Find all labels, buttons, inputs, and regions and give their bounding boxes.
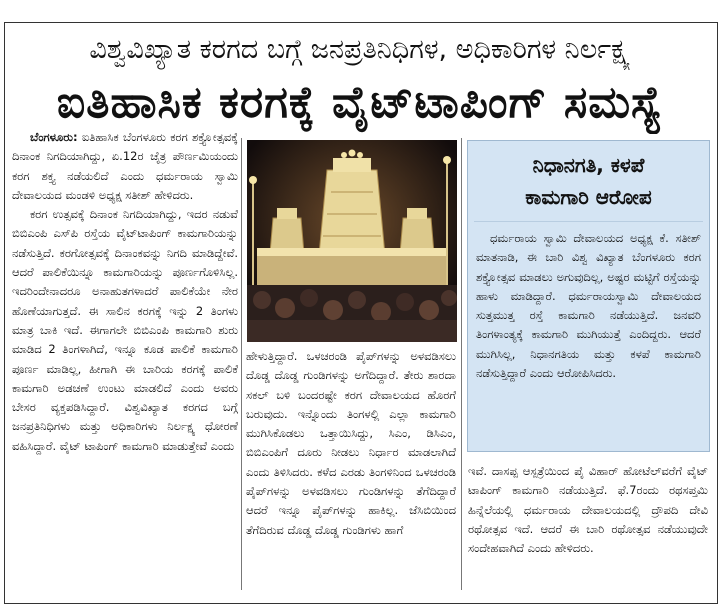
article-paragraph: ಹೇಳುತ್ತಿದ್ದಾರೆ. ಒಳಚರಂಡಿ ಪೈಪ್‌ಗಳನ್ನು ಅಳವಡಿಸಲು ದೊಡ್ಡ ದೊಡ್ಡ ಗುಂಡಿಗಳನ್ನು ಅಗೆದಿದ್ದಾರೆ. ತೇರು ಶಾರದಾ ಸಕಲ್ ಬಳಿ ಬಂದರಷ್ಟೇ ಕರಗ ದೇವಾಲಯದ ಹೊರಗೆ ಬರುವುದು. ಇನ್ನೊಂದು ತಿಂಗಳಲ್ಲಿ ಎಲ್ಲಾ ಕಾಮಗಾರಿ ಮುಗಿಸಿಕೊಡಲು ಒತ್ತಾಯಿಸಿದ್ದು, ಸಿಎಂ, ಡಿಸಿಎಂ, ಬಿಬಿಎಂಪಿಗೆ ದೂರು ನೀಡಲು ನಿರ್ಧಾರ ಮಾಡಲಾಗಿದೆ ಎಂದು ತಿಳಿಸಿದರು. ಕಳೆದ ಎರಡು ತಿಂಗಳಿನಿಂದ ಒಳಚರಂಡಿ ಪೈಪ್‌ಗಳನ್ನು ಅಳವಡಿಸಲು ಗುಂಡಿಗಳನ್ನು ತೆಗೆದಿದ್ದಾರೆ ಆದರೆ ಇನ್ನೂ ಪೈಪ್‌ಗಳನ್ನು ಹಾಕಿಲ್ಲ. ಜೆಸಿಬಿಯಿಂದ ತೆಗೆದಿರುವ ದೊಡ್ಡ ದೊಡ್ಡ ಗುಂಡಿಗಳು ಹಾಗೆ [246,349,456,537]
sidebar-box [467,140,710,452]
sidebar-title-line: ಕಾಮಗಾರಿ ಆರೋಪ [525,185,652,209]
karaga-temple-photo [247,140,457,342]
sidebar-title [468,149,709,213]
article-headline: ಐತಿಹಾಸಿಕ ಕರಗಕ್ಕೆ ವೈಟ್‌ಟಾಪಿಂಗ್ ಸಮಸ್ಯೆ [56,77,664,128]
dateline: ಬೆಂಗಳೂರು: [30,130,78,144]
article-column-1 [12,128,238,590]
sidebar-divider [474,221,703,222]
article-column-3 [468,462,708,590]
column-divider [241,138,242,590]
sidebar-body [476,229,701,447]
article-kicker: ವಿಶ್ವವಿಖ್ಯಾತ ಕರಗದ ಬಗ್ಗೆ ಜನಪ್ರತಿನಿಧಿಗಳ, ಅಧಿಕಾರಿಗಳ ನಿರ್ಲಕ್ಷ್ಯ [89,34,631,65]
paragraph-text: ಐತಿಹಾಸಿಕ ಬೆಂಗಳೂರು ಕರಗ ಶಕ್ತ್ಯೋತ್ಸವಕ್ಕೆ ದಿನಾಂಕ ನಿಗದಿಯಾಗಿದ್ದು, ಏ.12ರ ಚೈತ್ರ ಪೌರ್ಣಮಿಯಂದು ಕರಗ ಶಕ್ತ್ಯ ನಡೆಯಲಿದೆ ಎಂದು ಧರ್ಮರಾಯ ಸ್ವಾಮಿ ದೇವಾಲಯದ ಮಂಡಳಿ ಅಧ್ಯಕ್ಷ ಸತೀಶ್ ಹೇಳಿದರು. [12,130,238,202]
temple-illustration [247,140,457,342]
article-paragraph: ಕರಗ ಉತ್ಸವಕ್ಕೆ ದಿನಾಂಕ ನಿಗದಿಯಾಗಿದ್ದು, ಇದರ ನಡುವೆ ಬಿಬಿಎಂಪಿ ಎಸ್‌ಪಿ ರಸ್ತೆಯ ವೈಟ್‌ಟಾಪಿಂಗ್ ಕಾಮಗಾರಿಯನ್ನು ನಡೆಸುತ್ತಿದೆ. ಕರಗೋತ್ಸವಕ್ಕೆ ದಿನಾಂಕವನ್ನು ನಿಗದಿ ಮಾಡಿದ್ದೇವೆ. ಆದರೆ ಪಾಲಿಕೆಯಿನ್ನೂ ಕಾಮಗಾರಿಯನ್ನು ಪೂರ್ಣಗೊಳಿಸಿಲ್ಲ. ಇದರಿಂದೇನಾದರೂ ಅನಾಹುತಗಳಾದರೆ ಪಾಲಿಕೆಯೇ ನೇರ ಹೊಣೆಯಾಗುತ್ತದೆ. ಈ ಸಾಲಿನ ಕರಗಕ್ಕೆ ಇನ್ನು 2 ತಿಂಗಳು ಮಾತ್ರ ಬಾಕಿ ಇದೆ. ಈಗಾಗಲೇ ಬಿಬಿಎಂಪಿ ಕಾಮಗಾರಿ ಶುರು ಮಾಡಿದ 2 ತಿಂಗಳಾಗಿದೆ, ಇನ್ನೂ ಕೂಡ ಪಾಲಿಕೆ ಕಾಮಗಾರಿ ಪೂರ್ಣ ಮಾಡಿಲ್ಲ, ಹೀಗಾಗಿ ಈ ಬಾರಿಯ ಕರಗಕ್ಕೆ ಪಾಲಿಕೆ ಕಾಮಗಾರಿ ಅಡಚಣೆ ಉಂಟು ಮಾಡಲಿದೆ ಎಂದು ಅವರು ಬೇಸರ ವ್ಯಕ್ತಪಡಿಸಿದ್ದಾರೆ. ವಿಶ್ವವಿಖ್ಯಾತ ಕರಗದ ಬಗ್ಗೆ ಜನಪ್ರತಿನಿಧಿಗಳು ಮತ್ತು ಅಧಿಕಾರಿಗಳು ನಿರ್ಲಕ್ಷ್ಯ ಧೋರಣೆ ವಹಿಸಿದ್ದಾರೆ. ವೈಟ್ ಟಾಪಿಂಗ್ ಕಾಮಗಾರಿ ಮಾಡುತ್ತೇವೆ ಎಂದು [12,207,238,453]
column-divider [461,138,462,590]
sidebar-paragraph: ಧರ್ಮರಾಯ ಸ್ವಾಮಿ ದೇವಾಲಯದ ಅಧ್ಯಕ್ಷ ಕೆ. ಸತೀಶ್ ಮಾತನಾಡಿ, ಈ ಬಾರಿ ವಿಶ್ವ ವಿಖ್ಯಾತ ಬೆಂಗಳೂರು ಕರಗ ಶಕ್ತ್ಯೋತ್ಸವ ಮಾಡಲು ಅಗುವುದಿಲ್ಲ, ಅಷ್ಟರ ಮಟ್ಟಿಗೆ ರಸ್ತೆಯನ್ನು ಹಾಳು ಮಾಡಿದ್ದಾರೆ. ಧರ್ಮರಾಯಸ್ವಾಮಿ ದೇವಾಲಯದ ಸುತ್ತಮುತ್ತ ರಸ್ತೆ ಕಾಮಗಾರಿ ನಡೆಯುತ್ತಿದೆ. ಜನವರಿ ತಿಂಗಳಾಂತ್ಯಕ್ಕೆ ಕಾಮಗಾರಿ ಮುಗಿಯುತ್ತೆ ಎಂದಿದ್ದರು. ಆದರೆ ಮುಗಿಸಿಲ್ಲ, ನಿಧಾನಗತಿಯ ಮತ್ತು ಕಳಪೆ ಕಾಮಗಾರಿ ನಡೆಸುತ್ತಿದ್ದಾರೆ ಎಂದು ಆರೋಪಿಸಿದರು. [476,231,701,381]
article-column-2 [246,347,456,589]
article-paragraph: ಇವೆ. ದಾಸಪ್ಪ ಆಸ್ಪತ್ರೆಯಿಂದ ಪೈ ವಿಹಾರ್ ಹೋಟೆಲ್‌ವರೆಗೆ ವೈಟ್ ಟಾಪಿಂಗ್ ಕಾಮಗಾರಿ ನಡೆಯುತ್ತಿದೆ. ಫೆ.7ರಂದು ರಥಸಪ್ತಮಿ ಹಿನ್ನೆಲೆಯಲ್ಲಿ ಧರ್ಮರಾಯ ದೇವಾಲಯದಲ್ಲಿ ದ್ರೌಪದಿ ದೇವಿ ರಥೋತ್ಸವ ಇದೆ. ಆದರೆ ಈ ಬಾರಿ ರಥೋತ್ಸವ ನಡೆಯುವುದೇ ಸಂದೇಹವಾಗಿದೆ ಎಂದು ಹೇಳಿದರು. [468,464,708,556]
article-paragraph [12,128,238,205]
sidebar-title-line: ನಿಧಾನಗತಿ, ಕಳಪೆ [532,153,645,177]
